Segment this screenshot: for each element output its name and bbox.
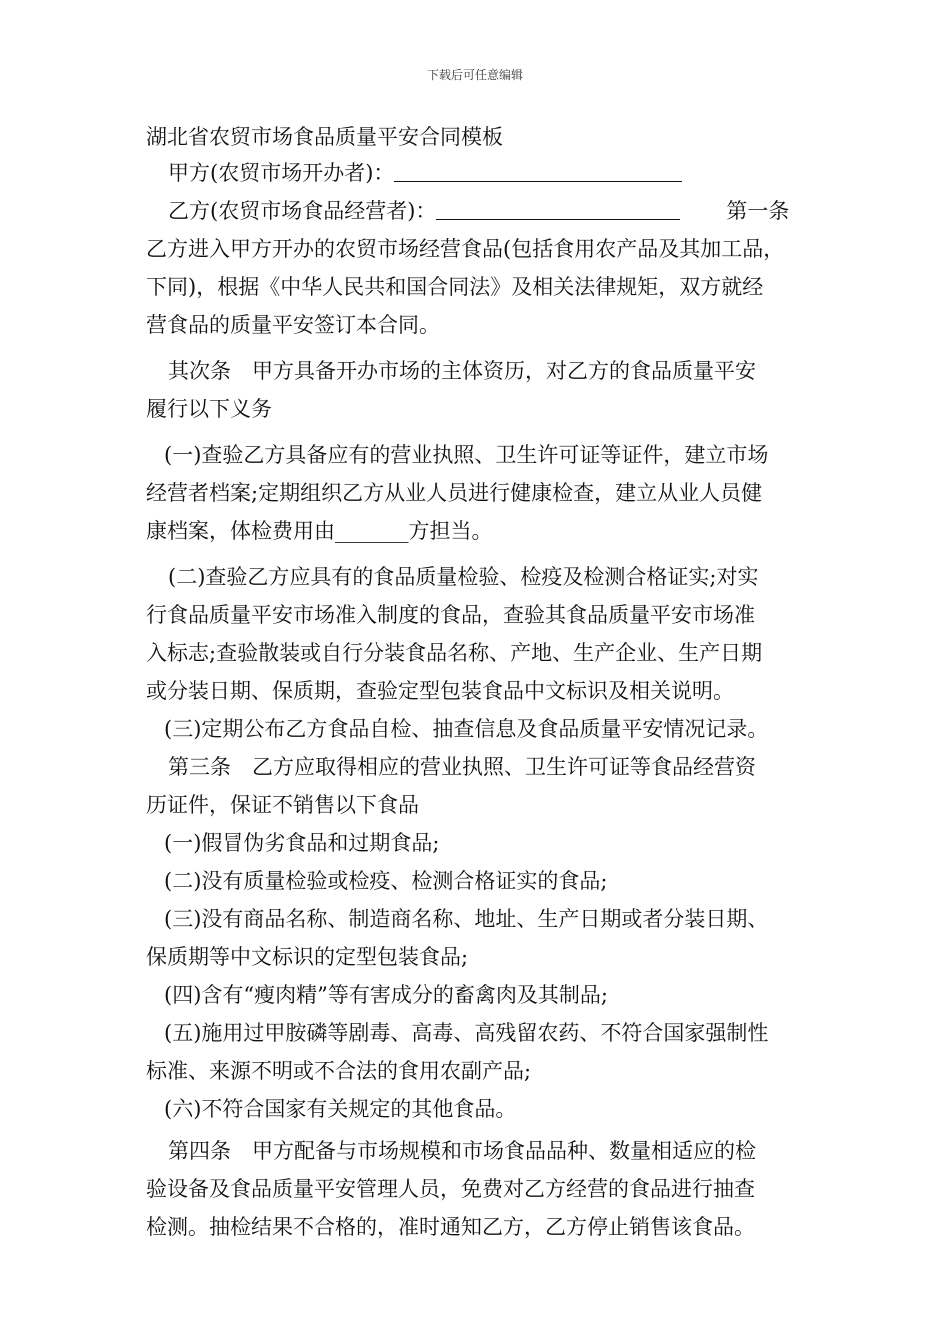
paragraph-line: 历证件，保证不销售以下食品 (146, 793, 419, 817)
party-b-label: 乙方(农贸市场食品经营者)： (168, 199, 437, 223)
party-a-line (146, 154, 812, 192)
clause-line: (一)假冒伪劣食品和过期食品; (164, 831, 440, 855)
article3-line: 第三条 乙方应取得相应的营业执照、卫生许可证等食品经营资 (168, 755, 756, 779)
party-b-line (146, 192, 812, 230)
article1-heading: 第一条 (726, 199, 790, 223)
clause-line: (一)查验乙方具备应有的营业执照、卫生许可证等证件，建立市场 (164, 443, 769, 467)
article2-line: 其次条 甲方具备开办市场的主体资历，对乙方的食品质量平安 (168, 359, 756, 383)
paragraph-line: 经营者档案;定期组织乙方从业人员进行健康检查，建立从业人员健 (146, 481, 763, 505)
paragraph-line: 康档案，体检费用由_______方担当。 (146, 519, 493, 543)
article4-line: 第四条 甲方配备与市场规模和市场食品品种、数量相适应的检 (168, 1139, 756, 1163)
clause-line: (二)查验乙方应具有的食品质量检验、检疫及检测合格证实;对实 (168, 565, 759, 589)
clause-line: (六)不符合国家有关规定的其他食品。 (164, 1097, 517, 1121)
paragraph-line: 履行以下义务 (146, 397, 272, 421)
party-a-blank (394, 157, 682, 182)
paragraph-line: 检测。抽检结果不合格的，准时通知乙方，乙方停止销售该食品。 (146, 1215, 755, 1239)
document-title: 湖北省农贸市场食品质量平安合同模板 (146, 125, 503, 149)
party-b-blank (436, 195, 680, 220)
header-note: 下载后可任意编辑 (426, 68, 523, 82)
clause-line: (二)没有质量检验或检疫、检测合格证实的食品; (164, 869, 608, 893)
paragraph-line: 或分装日期、保质期，查验定型包装食品中文标识及相关说明。 (146, 679, 734, 703)
paragraph-line: 下同)，根据《中华人民共和国合同法》及相关法律规矩，双方就经 (146, 275, 764, 299)
paragraph-line: 入标志;查验散装或自行分装食品名称、产地、生产企业、生产日期 (146, 641, 763, 665)
document-body (146, 120, 812, 1246)
paragraph-line: 营食品的质量平安签订本合同。 (146, 313, 440, 337)
paragraph-line: 验设备及食品质量平安管理人员，免费对乙方经营的食品进行抽查 (146, 1177, 755, 1201)
party-a-label: 甲方(农贸市场开办者)： (168, 161, 395, 185)
paragraph-line: 行食品质量平安市场准入制度的食品，查验其食品质量平安市场准 (146, 603, 755, 627)
clause-line: (三)定期公布乙方食品自检、抽查信息及食品质量平安情况记录。 (164, 717, 769, 741)
paragraph-line: 标准、来源不明或不合法的食用农副产品; (146, 1059, 532, 1083)
paragraph-line: 保质期等中文标识的定型包装食品; (146, 945, 469, 969)
clause-line: (四)含有“瘦肉精”等有害成分的畜禽肉及其制品; (164, 983, 608, 1007)
clause-line: (三)没有商品名称、制造商名称、地址、生产日期或者分装日期、 (164, 907, 769, 931)
clause-line: (五)施用过甲胺磷等剧毒、高毒、高残留农药、不符合国家强制性 (164, 1021, 769, 1045)
paragraph-line: 乙方进入甲方开办的农贸市场经营食品(包括食用农产品及其加工品， (146, 237, 785, 261)
